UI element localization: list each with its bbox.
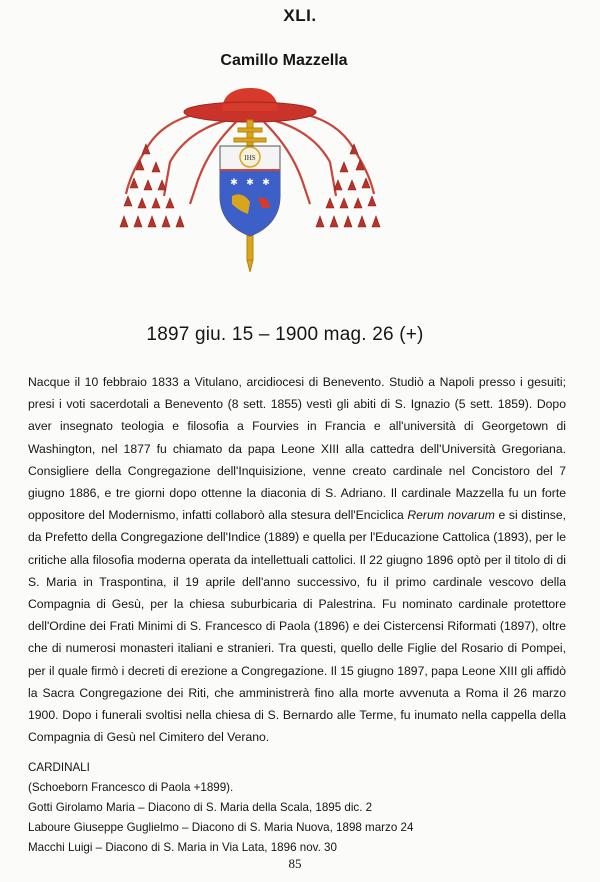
cardinal-entry: (Schoeborn Francesco di Paola +1899). xyxy=(28,781,234,794)
galero-hat xyxy=(184,88,316,122)
svg-text:✱: ✱ xyxy=(246,178,254,188)
tenure-dates: 1897 giu. 15 – 1900 mag. 26 (+) xyxy=(146,324,424,345)
svg-text:✱: ✱ xyxy=(230,178,238,188)
cardinal-name: Camillo Mazzella xyxy=(220,52,348,69)
bio-text-part-1: Nacque il 10 febbraio 1833 a Vitulano, arcidiocesi di Benevento. Studiò a Napoli presso i gesuiti; presi i voti sacerdotali a Benevento (8 sett. 1855) vestì gli abiti di S. Ignazio (5 sett. 1859). Dopo aver insegnato teologia e filosofia a Fourvies in Francia e all'università di Georgetown di Washington, nel 1877 fu chiamato da papa Leone XIII alla cattedra dell'Università Gregoriana. Consigliere della Congregazione dell'Inquisizione, venne creato cardinale nel Concistoro del 7 giugno 1886, e tre giorni dopo ottenne la diaconia di S. Adriano. Il cardinale Mazzella fu un forte oppositore del Modernismo, infatti collaborò alla stesura dell'Enciclica xyxy=(28,375,566,523)
encyclical-title: Rerum novarum xyxy=(407,508,495,523)
page-number: 85 xyxy=(288,856,302,871)
coat-of-arms xyxy=(118,84,382,280)
cardinal-entry: Macchi Luigi – Diacono di S. Maria in Via Lata, 1896 nov. 30 xyxy=(28,841,337,854)
shield xyxy=(220,146,280,236)
cardinals-heading: CARDINALI xyxy=(28,761,90,774)
svg-text:✱: ✱ xyxy=(262,178,270,188)
cardinal-entry: Gotti Girolamo Maria – Diacono di S. Maria della Scala, 1895 dic. 2 xyxy=(28,801,373,814)
cardinals-section xyxy=(28,758,568,858)
bio-text-part-2: e si distinse, da Prefetto della Congregazione dell'Indice (1889) e quella per l'Educazione Cattolica (1893), per le critiche alla filosofia moderna operata da intellettuali cattolici. Il 22 giugno 1896 optò per il titolo di di S. Maria in Traspontina, il 19 aprile dell'anno successivo, fu il primo cardinale vescovo della Compagnia di Gesù, per la chiesa suburbicaria di Palestrina. Fu nominato cardinale protettore dell'Ordine dei Frati Minimi di S. Francesco di Paola (1896) e dei Cistercensi Riformati (1897), oltre che di numerosi monasteri italiani e stranieri. Tra questi, quello delle Figlie del Rosario di Pompei, per il quale firmò i decreti di erezione a Congregazione. Il 15 giugno 1897, papa Leone XIII gli affidò la Sacra Congregazione dei Riti, che amministrerà fino alla morte avvenuta a Roma il 26 marzo 1900. Dopo i funerali svoltisi nella chiesa di S. Bernardo alle Terme, fu inumato nella cappella della Compagnia di Gesù nel Cimitero del Verano. xyxy=(28,508,567,745)
ihs-monogram: IHS xyxy=(244,154,256,162)
biography-paragraph xyxy=(28,371,566,748)
cardinal-entry: Laboure Giuseppe Guglielmo – Diacono di S. Maria Nuova, 1898 marzo 24 xyxy=(28,821,414,834)
chapter-number: XLI. xyxy=(283,6,317,25)
